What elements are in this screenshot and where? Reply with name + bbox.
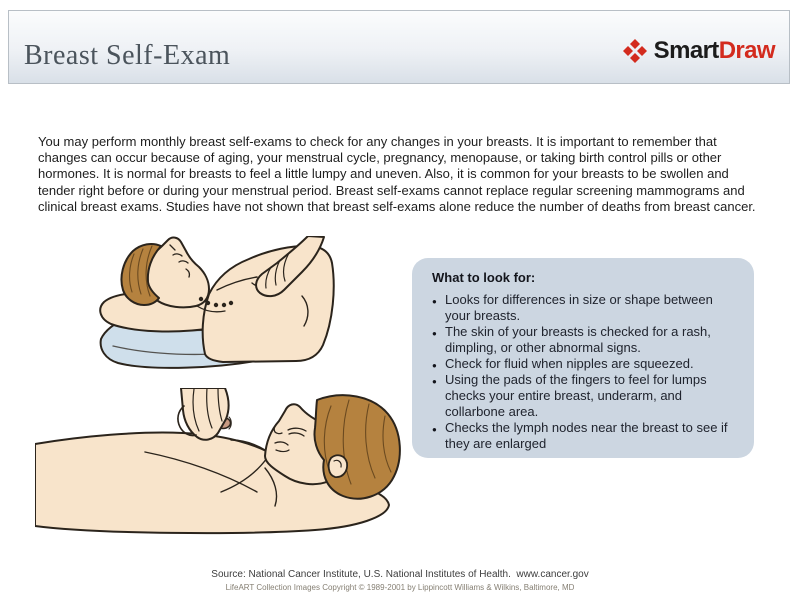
intro-paragraph: You may perform monthly breast self-exams to check for any changes in your breasts. It is important to remember that changes can occur because of aging, your menstrual cycle, pregnancy, menopause, or taking birth control pills or other hormones. It is normal for breasts to feel a little lumpy and uneven. Also, it is common for your breasts to be swollen and tender right before or during your menstrual period. Breast self-exams cannot replace regular screening mammograms and clinical breast exams. Studies have not shown that breast self-exams alone reduce the number of deaths from breast cancer. (38, 134, 756, 214)
page-title: Breast Self-Exam (24, 40, 231, 71)
logo-draw: Draw (718, 37, 775, 64)
what-to-look-for-box (412, 258, 754, 458)
list-item: ● Looks for differences in size or shape between your breasts. (432, 292, 740, 324)
box-heading: What to look for: (432, 270, 536, 285)
list-item: ● The skin of your breasts is checked for a rash, dimpling, or other abnormal signs. (432, 324, 740, 356)
list-item: ● Check for fluid when nipples are squeezed. (432, 356, 740, 372)
look-for-list (432, 292, 740, 452)
hair (314, 395, 399, 499)
header-band (8, 10, 790, 84)
ear (329, 455, 347, 477)
smartdraw-diamonds-icon (623, 39, 647, 63)
illustration-nipple-squeeze-exam (35, 388, 407, 536)
smartdraw-logo (623, 39, 775, 63)
list-item: ● Using the pads of the fingers to feel for lumps checks your entire breast, underarm, and collarbone area. (432, 372, 740, 420)
illustration-supine-pillow-exam (55, 236, 345, 391)
list-item: ● Checks the lymph nodes near the breast to see if they are enlarged (432, 420, 740, 452)
logo-smart: Smart (653, 37, 719, 64)
footer-source-line: Source: National Cancer Institute, U.S. National Institutes of Health. www.cancer.gov (211, 569, 589, 580)
squeezing-hand (181, 388, 229, 440)
footer-copyright-line: LifeART Collection Images Copyright © 1989-2001 by Lippincott Williams & Wilkins, Baltimore, MD (225, 583, 575, 592)
logo-wordmark (654, 39, 775, 63)
